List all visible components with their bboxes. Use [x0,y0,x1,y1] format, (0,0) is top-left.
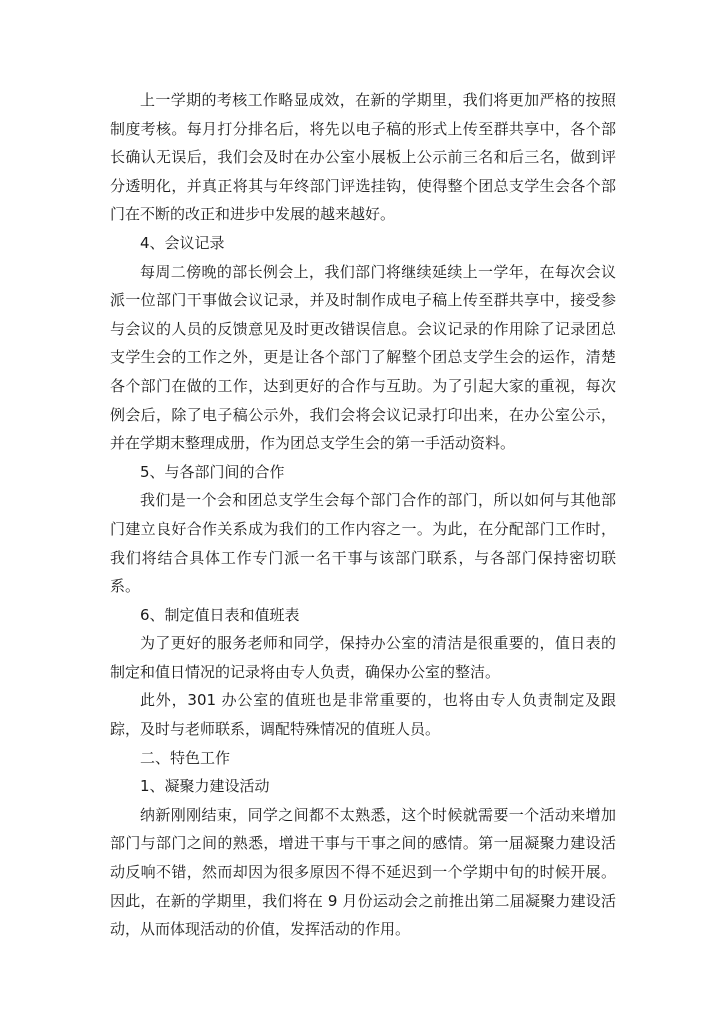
heading-special-work: 二、特色工作 [140,748,231,767]
paragraph-duty-schedule: 为了更好的服务老师和同学，保持办公室的清洁是很重要的，值日表的制定和值日情况的记录将由专人负责，确保办公室的整洁。 [110,634,616,681]
paragraph-assessment: 上一学期的考核工作略显成效，在新的学期里，我们将更加严格的按照制度考核。每月打分排名后，将先以电子稿的形式上传至群共享中，各个部长确认无误后，我们会及时在办公室小展板上公示前三名和后三名，做到评分透明化，并真正将其与年终部门评选挂钩，使得整个团总支学生会各个部门在不断的改正和进步中发展的越来越好。 [110,91,616,224]
heading-meeting-records: 4、会议记录 [140,233,225,252]
paragraph-department-cooperation: 我们是一个会和团总支学生会每个部门合作的部门，所以如何与其他部门建立良好合作关系成为我们的工作内容之一。为此，在分配部门工作时，我们将结合具体工作专门派一名干事与该部门联系，与各部门保持密切联系。 [110,491,616,596]
heading-department-cooperation: 5、与各部门间的合作 [140,462,285,481]
document-body [110,86,616,944]
paragraph-office-duty: 此外，301 办公室的值班也是非常重要的，也将由专人负责制定及跟踪，及时与老师联系，调配特殊情况的值班人员。 [110,691,616,739]
paragraph-meeting-records: 每周二傍晚的部长例会上，我们部门将继续延续上一学年，在每次会议派一位部门干事做会议记录，并及时制作成电子稿上传至群共享中，接受参与会议的人员的反馈意见及时更改错误信息。会议记录的作用除了记录团总支学生会的工作之外，更是让各个部门了解整个团总支学生会的运作，清楚各个部门在做的工作，达到更好的合作与互助。为了引起大家的重视，每次例会后，除了电子稿公示外，我们会将会议记录打印出来，在办公室公示，并在学期末整理成册，作为团总支学生会的第一手活动资料。 [110,262,616,453]
paragraph-cohesion-activity: 纳新刚刚结束，同学之间都不太熟悉，这个时候就需要一个活动来增加部门与部门之间的熟悉，增进干事与干事之间的感情。第一届凝聚力建设活动反响不错，然而却因为很多原因不得不延迟到一个学期中旬的时候开展。因此，在新的学期里，我们将在 9 月份运动会之前推出第二届凝聚力建设活动，从而体现活动的价值，发挥活动的作用。 [110,805,616,939]
heading-duty-schedule: 6、制定值日表和值班表 [140,605,300,624]
heading-cohesion-activity: 1、凝聚力建设活动 [140,777,270,796]
